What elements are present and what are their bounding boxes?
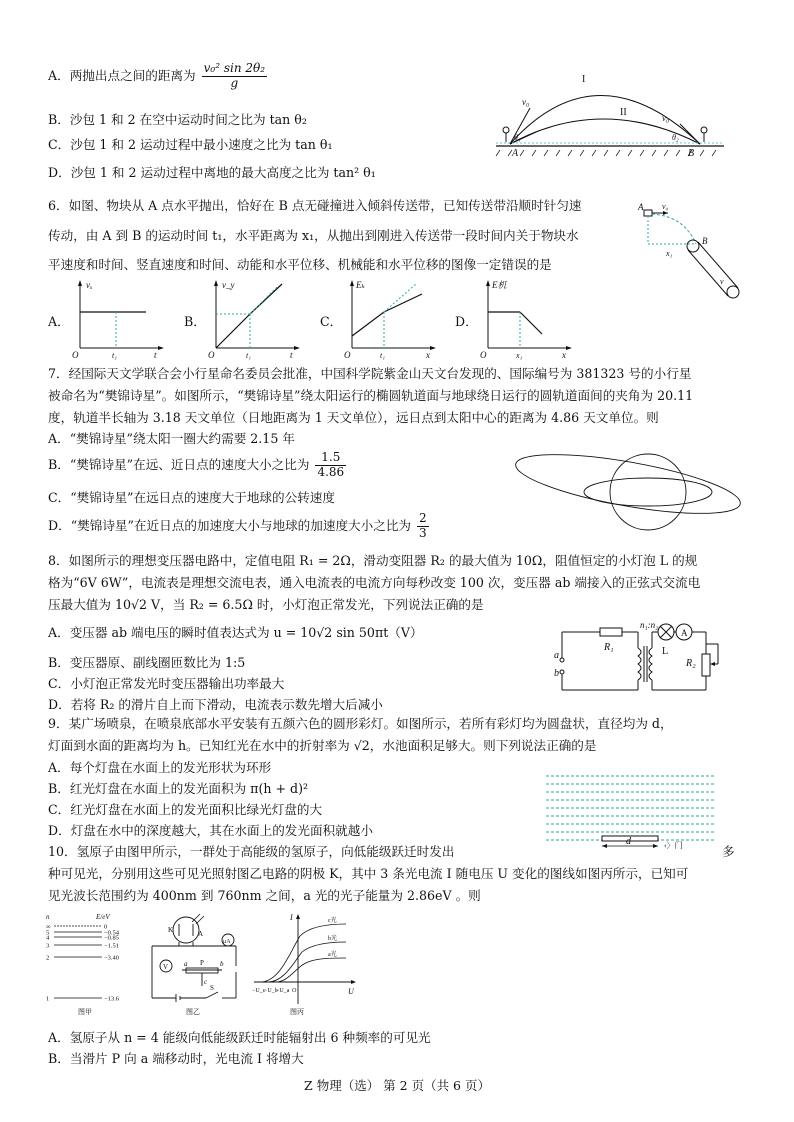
q8-stem-line-1: 8．如图所示的理想变压器电路中，定值电阻 R₁ = 2Ω，滑动变阻器 R₂ 的最大值为 10Ω，阻值恒定的小灯泡 L 的规 bbox=[48, 553, 698, 568]
q6-option-b-label: B． bbox=[184, 314, 206, 329]
q7-option-d-fraction bbox=[417, 512, 429, 541]
terminal-a-label: a bbox=[554, 650, 559, 661]
graph-a-tick: t₁ bbox=[112, 351, 118, 360]
fraction-denominator: 3 bbox=[419, 525, 427, 540]
trajectory-label-2: II bbox=[620, 107, 627, 118]
graph-b-tick: t₁ bbox=[246, 351, 252, 360]
q6-option-d-label: D． bbox=[455, 314, 478, 329]
q9-option-c: C．红光灯盘在水面上的发光面积比绿光灯盘的大 bbox=[48, 802, 323, 817]
q9-option-b: B．红光灯盘在水面上的发光面积为 π(h + d)² bbox=[48, 781, 309, 796]
v0-label-b: v₀ bbox=[662, 113, 670, 123]
energy-level-n: 4 bbox=[46, 934, 50, 942]
q6-graph-a bbox=[70, 278, 170, 360]
q6-conveyor-figure bbox=[636, 200, 746, 302]
graph-b-xlabel: t bbox=[290, 350, 293, 360]
q8-option-d: D．若将 R₂ 的滑片自上而下滑动，电流表示数先增大后减小 bbox=[48, 697, 383, 712]
origin-label: O bbox=[292, 988, 297, 994]
energy-level-value: −3.40 bbox=[104, 954, 120, 962]
stopping-voltage-c: −U_c bbox=[252, 988, 266, 994]
microammeter-label: μA bbox=[223, 939, 231, 945]
figure-caption-c: 图丙 bbox=[290, 1008, 304, 1016]
q7-orbit-figure bbox=[508, 440, 748, 540]
graph-a-xlabel: t bbox=[154, 350, 157, 360]
energy-level-value: −0.85 bbox=[104, 934, 120, 942]
q10-stem-line-1: 10．氢原子由图甲所示，一群处于高能级的氢原子，向低能级跃迁时发出 bbox=[48, 844, 455, 859]
q9-option-a: A．每个灯盘在水面上的发光形状为环形 bbox=[48, 760, 272, 775]
q8-option-b: B．变压器原、副线圈匝数比为 1:5 bbox=[48, 655, 246, 670]
q5-option-b: B．沙包 1 和 2 在空中运动时间之比为 tan θ₂ bbox=[48, 112, 307, 127]
q7-option-a: A．“樊锦诗星”绕太阳一圈大约需要 2.15 年 bbox=[48, 431, 295, 446]
graph-d-xlabel: x bbox=[562, 350, 566, 360]
stopping-voltage-a: −U_a bbox=[276, 988, 290, 994]
graph-a-origin: O bbox=[72, 350, 79, 360]
q10-stem-line-2: 种可见光，分别用这些可见光照射图乙电路的阴极 K，其中 3 条光电流 I 随电压 U 变化的图线如图丙所示，已知可 bbox=[48, 866, 689, 881]
fraction-numerator: 2 bbox=[419, 511, 427, 525]
point-a-label: A bbox=[638, 202, 644, 212]
graph-c-ylabel: Eₖ bbox=[356, 280, 365, 290]
q8-stem-line-2: 格为“6V 6W”，电流表是理想交流电表，通入电流表的电流方向每秒改变 100 次，变压器 ab 端接入的正弦式交流电 bbox=[48, 575, 701, 590]
q6-stem-line-2: 传动，由 A 到 B 的运动时间 t₁，水平距离为 x₁，从抛出到刚进入传送带一段时间内关于物块水 bbox=[48, 228, 579, 243]
theta2-label: θ₂ bbox=[672, 133, 679, 142]
graph-c-xlabel: x bbox=[426, 350, 430, 360]
diameter-label: d bbox=[626, 836, 631, 847]
point-b-label: B bbox=[688, 148, 695, 159]
energy-level-diagram bbox=[44, 912, 136, 1016]
fraction-denominator: 4.86 bbox=[317, 464, 345, 479]
q7-stem-line-2: 被命名为“樊锦诗星”。如图所示，“樊锦诗星”绕太阳运行的椭圆轨道面与地球绕日运行的圆轨道面间的夹角为 20.11 bbox=[48, 388, 694, 403]
curve-b-label: b光 bbox=[328, 936, 338, 942]
graph-c-tick: t₁ bbox=[380, 351, 386, 360]
q9-stem-line-1: 9．某广场喷泉，在喷泉底部水平安装有五颜六色的圆形彩灯。如图所示，若所有彩灯均为圆盘状，直径均为 d， bbox=[48, 716, 673, 731]
q10-stem-line-3: 见光波长范围约为 400nm 到 760nm 之间，a 光的光子能量为 2.86eV 。则 bbox=[48, 888, 481, 903]
q7-option-d bbox=[48, 512, 431, 541]
point-c-label: c bbox=[204, 978, 208, 986]
q7-stem-line-3: 度，轨道半长轴为 3.18 天文单位（日地距离为 1 天文单位），远日点到太阳中心的距离为 4.86 天文单位。则 bbox=[48, 410, 659, 425]
ammeter-label: A bbox=[681, 628, 688, 638]
cathode-label: K bbox=[168, 926, 174, 934]
graph-d-tick: x₁ bbox=[516, 351, 523, 360]
q8-option-c: C．小灯泡正常发光时变压器输出功率最大 bbox=[48, 676, 285, 691]
q9-lamp-figure bbox=[546, 770, 716, 860]
q7-option-b-fraction bbox=[315, 451, 346, 480]
point-a-label: A bbox=[512, 148, 519, 159]
point-b-label: B bbox=[702, 236, 708, 246]
q6-option-a-label: A． bbox=[48, 314, 70, 329]
fraction-numerator: 1.5 bbox=[315, 451, 346, 466]
r1-label: R₁ bbox=[604, 642, 614, 653]
q5-option-d: D．沙包 1 和 2 运动过程中离地的最大高度之比为 tan² θ₁ bbox=[48, 165, 376, 180]
curve-c-label: c光 bbox=[328, 918, 337, 924]
stopping-voltage-b: −U_b bbox=[264, 988, 278, 994]
graph-b-ylabel: v_y bbox=[222, 280, 235, 290]
rheostat-a-label: a bbox=[184, 960, 188, 968]
v0-label: v₀ bbox=[662, 202, 669, 211]
lamp-label: L bbox=[662, 646, 669, 657]
q6-stem-line-3: 平速度和时间、竖直速度和时间、动能和水平位移、机械能和水平位移的图像一定错误的是 bbox=[48, 257, 552, 272]
q7-stem-line-1: 7．经国际天文学联合会小行星命名委员会批准，中国科学院紫金山天文台发现的、国际编号为 381323 号的小行星 bbox=[48, 366, 692, 381]
q8-transformer-circuit bbox=[540, 614, 720, 700]
axis-n-label: n bbox=[46, 913, 50, 921]
q7-option-d-text: D．“樊锦诗星”在近日点的加速度大小与地球的加速度大小之比为 bbox=[48, 517, 412, 533]
q8-stem-line-3: 压最大值为 10√2 V，当 R₂ = 6.5Ω 时，小灯泡正常发光，下列说法正确的是 bbox=[48, 597, 484, 612]
axis-u-label: U bbox=[348, 987, 354, 996]
q10-option-a: A．氢原子从 n = 4 能级向低能级跃迁时能辐射出 6 种频率的可见光 bbox=[48, 1030, 431, 1045]
voltmeter-label: V bbox=[163, 963, 169, 971]
v0-label-a: v₀ bbox=[522, 97, 530, 107]
terminal-b-label: b bbox=[554, 668, 559, 679]
energy-level-n: 1 bbox=[46, 995, 50, 1003]
q5-option-a-text: A．两抛出点之间的距离为 bbox=[48, 67, 196, 83]
q7-option-c: C．“樊锦诗星”在远日点的速度大于地球的公转速度 bbox=[48, 490, 335, 505]
figure-note: ‹〉门 bbox=[664, 841, 683, 850]
q5-projectile-figure bbox=[492, 72, 732, 162]
q6-graph-c bbox=[342, 278, 442, 360]
energy-level-n: 5 bbox=[46, 929, 50, 937]
q5-option-a-fraction bbox=[202, 62, 267, 91]
x1-label: x₁ bbox=[666, 249, 673, 258]
q8-option-a: A．变压器 ab 端电压的瞬时值表达式为 u = 10√2 sin 50πt（V） bbox=[48, 625, 423, 640]
energy-level-value: 0 bbox=[104, 923, 108, 931]
q6-graph-b bbox=[206, 278, 306, 360]
graph-d-ylabel: E机 bbox=[492, 280, 507, 290]
q6-graph-d bbox=[478, 278, 578, 360]
trajectory-label-1: I bbox=[582, 74, 586, 85]
theta1-label: θ₁ bbox=[514, 133, 521, 142]
iu-curve-graph bbox=[250, 912, 362, 1016]
q7-option-b bbox=[48, 451, 348, 480]
energy-level-value: −1.51 bbox=[104, 942, 120, 950]
q7-option-b-text: B．“樊锦诗星”在远、近日点的速度大小之比为 bbox=[48, 456, 310, 472]
figure-caption-b: 图乙 bbox=[186, 1008, 200, 1016]
figure-caption-a: 图甲 bbox=[78, 1008, 92, 1016]
anode-label: A bbox=[198, 930, 204, 938]
graph-d-origin: O bbox=[480, 350, 487, 360]
r2-label: R₂ bbox=[686, 658, 696, 669]
turns-ratio-label: n₁:n₂ bbox=[640, 620, 659, 630]
graph-b-origin: O bbox=[208, 350, 215, 360]
rheostat-b-label: b bbox=[220, 960, 224, 968]
fraction-denominator: g bbox=[230, 75, 239, 90]
slider-p-label: P bbox=[200, 959, 204, 967]
axis-i-label: I bbox=[290, 913, 293, 922]
q10-option-b: B．当滑片 P 向 a 端移动时，光电流 I 将增大 bbox=[48, 1051, 304, 1066]
energy-level-value: −13.6 bbox=[104, 995, 120, 1003]
q5-option-a bbox=[48, 62, 269, 91]
graph-c-origin: O bbox=[344, 350, 351, 360]
belt-velocity-label: v bbox=[720, 277, 724, 286]
curve-a-label: a光 bbox=[328, 952, 337, 958]
q9-stem-line-2: 灯面到水面的距离均为 h。已知红光在水中的折射率为 √2，水池面积足够大。则下列说法正确的是 bbox=[48, 738, 597, 753]
axis-e-label: E/eV bbox=[96, 913, 110, 921]
q9-option-d: D．灯盘在水中的深度越大，其在水面上的发光面积就越小 bbox=[48, 823, 373, 838]
photoelectric-circuit bbox=[146, 912, 246, 1016]
energy-level-n: 2 bbox=[46, 954, 50, 962]
q10-stem-line-1-end: 多 bbox=[722, 844, 735, 859]
energy-level-n: ∞ bbox=[46, 923, 51, 931]
page-footer: Z 物理（选） 第 2 页（共 6 页） bbox=[304, 1078, 490, 1093]
q6-stem-line-1: 6．如图、物块从 A 点水平抛出，恰好在 B 点无碰撞进入倾斜传送带，已知传送带沿顺时针匀速 bbox=[48, 198, 582, 213]
energy-level-value: −0.54 bbox=[104, 929, 120, 937]
energy-level-n: 3 bbox=[46, 942, 50, 950]
fraction-numerator: v₀² sin 2θ₂ bbox=[203, 61, 266, 75]
q5-option-c: C．沙包 1 和 2 运动过程中最小速度之比为 tan θ₁ bbox=[48, 137, 333, 152]
switch-s-label: S bbox=[210, 984, 214, 992]
graph-a-ylabel: vₓ bbox=[86, 280, 93, 290]
q6-option-c-label: C． bbox=[320, 314, 343, 329]
